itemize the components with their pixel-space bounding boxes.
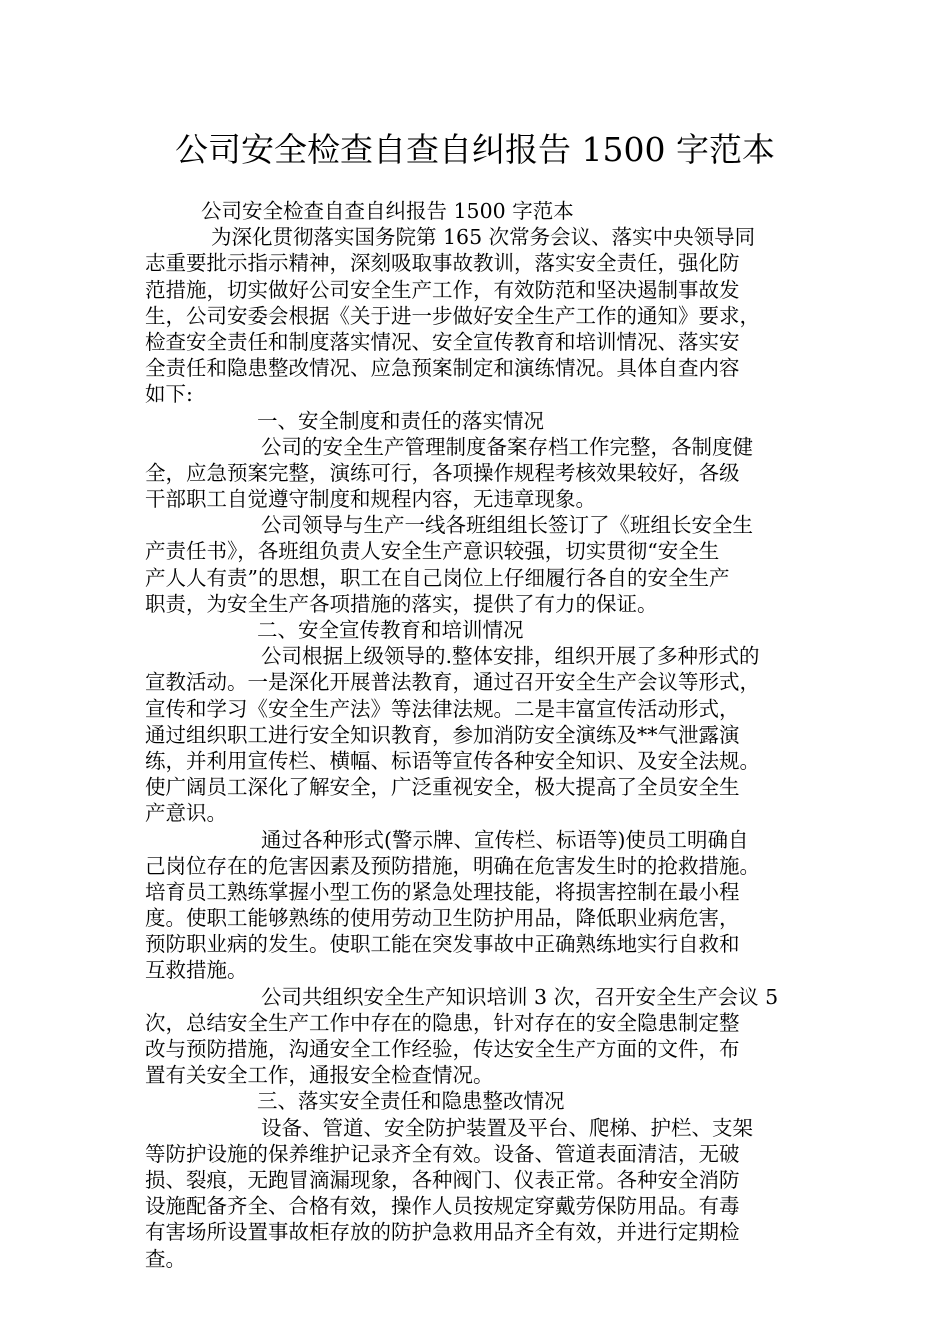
text-line: 练，并利用宣传栏、横幅、标语等宣传各种安全知识、及安全法规。 [145, 748, 760, 773]
document-title: 公司安全检查自查自纠报告 1500 字范本 [175, 130, 775, 169]
document-body [145, 198, 810, 1272]
text-line: 使广阔员工深化了解安全，广泛重视安全，极大提高了全员安全生 [145, 775, 740, 800]
text-line: 查。 [145, 1246, 186, 1271]
text-line: 产责任书》，各班组负责人安全生产意识较强，切实贯彻“安全生 [145, 539, 720, 564]
text-line: 宣教活动。一是深化开展普法教育，通过召开安全生产会议等形式， [145, 670, 760, 695]
text-line: 全责任和隐患整改情况、应急预案制定和演练情况。具体自查内容 [145, 356, 740, 381]
text-line: 为深化贯彻落实国务院第 165 次常务会议、落实中央领导同 [211, 225, 756, 250]
text-line: 己岗位存在的危害因素及预防措施，明确在危害发生时的抢救措施。 [145, 853, 760, 878]
text-line: 公司的安全生产管理制度备案存档工作完整，各制度健 [261, 434, 753, 459]
text-line: 改与预防措施，沟通安全工作经验，传达安全生产方面的文件，布 [145, 1037, 740, 1061]
text-line: 生，公司安委会根据《关于进一步做好安全生产工作的通知》要求， [145, 303, 760, 328]
text-line: 公司根据上级领导的.整体安排，组织开展了多种形式的 [261, 644, 760, 669]
text-line: 置有关安全工作，通报安全检查情况。 [145, 1063, 494, 1088]
text-line: 全，应急预案完整，演练可行，各项操作规程考核效果较好，各级 [145, 460, 740, 485]
text-line: 损、裂痕，无跑冒滴漏现象，各种阀门、仪表正常。各种安全消防 [145, 1167, 740, 1192]
text-line: 检查安全责任和制度落实情况、安全宣传教育和培训情况、落实安 [145, 329, 740, 354]
text-line: 一、安全制度和责任的落实情况 [257, 408, 544, 433]
text-line: 通过各种形式(警示牌、宣传栏、标语等)使员工明确自 [261, 827, 749, 852]
text-line: 公司共组织安全生产知识培训 3 次，召开安全生产会议 5 [261, 984, 779, 1009]
text-line: 次，总结安全生产工作中存在的隐患，针对存在的安全隐患制定整 [145, 1010, 740, 1035]
text-line: 度。使职工能够熟练的使用劳动卫生防护用品，降低职业病危害， [145, 906, 740, 931]
text-line: 产意识。 [145, 801, 227, 826]
text-line: 有害场所设置事故柜存放的防护急救用品齐全有效，并进行定期检 [145, 1220, 740, 1245]
text-line: 三、落实安全责任和隐患整改情况 [257, 1089, 565, 1114]
text-line: 干部职工自觉遵守制度和规程内容，无违章现象。 [145, 487, 596, 512]
text-line: 宣传和学习《安全生产法》等法律法规。二是丰富宣传活动形式， [145, 696, 740, 721]
text-line: 志重要批示指示精神，深刻吸取事故教训，落实安全责任，强化防 [145, 251, 740, 276]
text-line: 设施配备齐全、合格有效，操作人员按规定穿戴劳保防用品。有毒 [145, 1194, 740, 1219]
text-line: 培育员工熟练掌握小型工伤的紧急处理技能，将损害控制在最小程 [145, 879, 740, 904]
text-line: 职责，为安全生产各项措施的落实，提供了有力的保证。 [145, 591, 658, 616]
text-line: 二、安全宣传教育和培训情况 [257, 618, 524, 642]
text-line: 产人人有责”的思想，职工在自己岗位上仔细履行各自的安全生产 [145, 565, 730, 590]
text-line: 如下: [145, 382, 193, 407]
text-line: 预防职业病的发生。使职工能在突发事故中正确熟练地实行自救和 [145, 932, 740, 957]
text-line: 公司安全检查自查自纠报告 1500 字范本 [201, 199, 574, 223]
text-line: 等防护设施的保养维护记录齐全有效。设备、管道表面清洁，无破 [145, 1141, 740, 1166]
text-line: 公司领导与生产一线各班组组长签订了《班组长安全生 [261, 513, 753, 538]
text-line: 互救措施。 [145, 958, 248, 983]
text-line: 通过组织职工进行安全知识教育，参加消防安全演练及**气泄露演 [145, 722, 740, 747]
text-line: 范措施，切实做好公司安全生产工作，有效防范和坚决遏制事故发 [145, 277, 740, 302]
text-line: 设备、管道、安全防护装置及平台、爬梯、护栏、支架 [261, 1115, 753, 1140]
